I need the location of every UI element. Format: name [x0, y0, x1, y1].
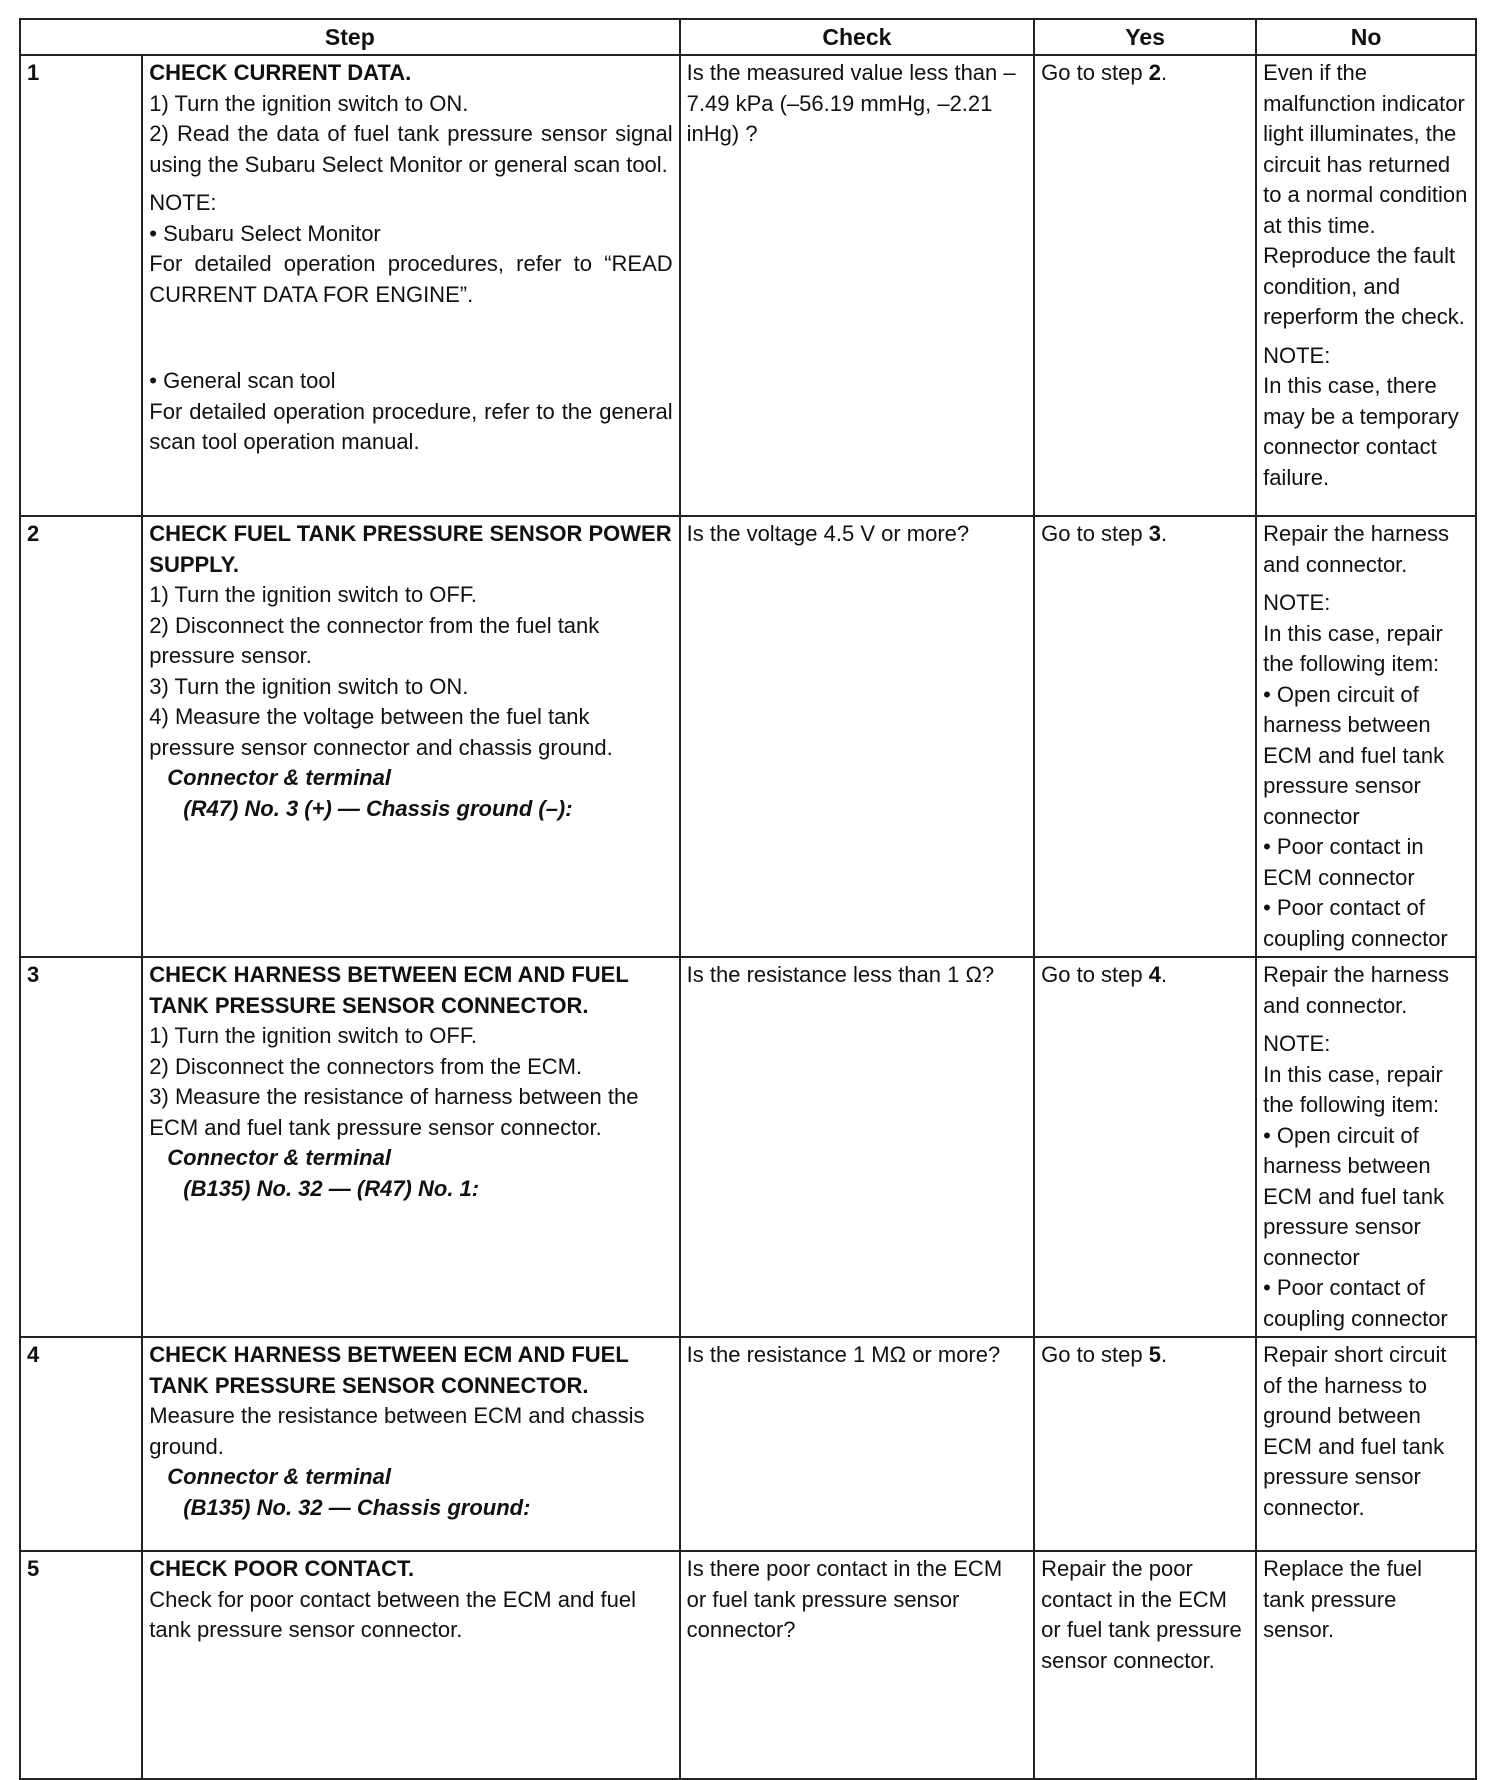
diagnostic-procedure-table	[19, 18, 1477, 1780]
no-action	[1256, 55, 1476, 516]
step-instruction: 1) Turn the ignition switch to ON.	[149, 90, 469, 116]
step-number: 2	[20, 516, 142, 957]
step-instruction: Measure the resistance between ECM and chassis ground.	[149, 1403, 645, 1459]
step-title: CHECK CURRENT DATA.	[149, 60, 412, 85]
no-note-text: In this case, there may be a temporary connector contact failure.	[1263, 373, 1459, 490]
table-row	[20, 957, 1476, 1337]
step-instruction: 1) Turn the ignition switch to OFF.	[149, 582, 477, 607]
note-bullet: • Subaru Select Monitor	[149, 220, 381, 246]
table-row	[20, 55, 1476, 516]
note-text: For detailed operation procedure, refer to the general scan tool operation manual.	[149, 398, 673, 454]
no-action	[1256, 1551, 1476, 1779]
step-instruction: 3) Turn the ignition switch to ON.	[149, 673, 469, 699]
no-action	[1256, 516, 1476, 957]
step-description	[142, 1551, 679, 1779]
connector-terminal-label: Connector & terminal	[167, 1145, 391, 1170]
no-note-text: In this case, repair the following item:	[1263, 1061, 1443, 1117]
step-instruction: 2) Disconnect the connectors from the ECM.	[149, 1053, 583, 1079]
no-text: Repair the harness and connector.	[1263, 521, 1449, 577]
check-question: Is the resistance 1 MΩ or more?	[680, 1337, 1034, 1551]
no-action	[1256, 957, 1476, 1337]
yes-action: Repair the poor contact in the ECM or fuel tank pressure sensor connector.	[1034, 1551, 1256, 1779]
step-instruction: 3) Measure the resistance of harness between the ECM and fuel tank pressure sensor connector.	[149, 1084, 639, 1140]
step-title: CHECK FUEL TANK PRESSURE SENSOR POWER SUPPLY.	[149, 521, 672, 577]
step-instruction: 2) Disconnect the connector from the fuel tank pressure sensor.	[149, 612, 600, 668]
check-question: Is the voltage 4.5 V or more?	[680, 516, 1034, 957]
table-header-row	[20, 19, 1476, 55]
table-row	[20, 516, 1476, 957]
yes-step-ref: 2	[1148, 60, 1162, 85]
note-label: NOTE:	[149, 190, 217, 215]
no-item: • Poor contact of coupling connector	[1263, 1275, 1448, 1331]
yes-action: Go to step 4.	[1034, 957, 1256, 1337]
no-item: • Open circuit of harness between ECM and fuel tank pressure sensor connector	[1263, 681, 1445, 829]
yes-action: Go to step 5.	[1034, 1337, 1256, 1551]
yes-step-ref: 4	[1148, 962, 1162, 987]
connector-terminal-label: Connector & terminal	[167, 765, 391, 790]
yes-action: Go to step 3.	[1034, 516, 1256, 957]
step-instruction: Check for poor contact between the ECM and fuel tank pressure sensor connector.	[149, 1586, 636, 1642]
no-text: Repair short circuit of the harness to ground between ECM and fuel tank pressure sensor connector.	[1263, 1342, 1447, 1520]
no-note-text: In this case, repair the following item:	[1263, 620, 1443, 676]
yes-action: Go to step 2.	[1034, 55, 1256, 516]
step-number: 1	[20, 55, 142, 516]
check-question: Is the resistance less than 1 Ω?	[680, 957, 1034, 1337]
no-note-label: NOTE:	[1263, 342, 1331, 368]
connector-terminal-value: (B135) No. 32 — Chassis ground:	[183, 1494, 531, 1520]
no-note-label: NOTE:	[1263, 1031, 1331, 1056]
header-step: Step	[20, 19, 680, 55]
no-text: Replace the fuel tank pressure sensor.	[1263, 1556, 1423, 1642]
connector-terminal-label: Connector & terminal	[167, 1464, 391, 1489]
step-number: 3	[20, 957, 142, 1337]
header-yes: Yes	[1034, 19, 1256, 55]
step-instruction: 1) Turn the ignition switch to OFF.	[149, 1023, 477, 1048]
table-row	[20, 1551, 1476, 1779]
no-text: Repair the harness and connector.	[1263, 962, 1449, 1018]
no-note-label: NOTE:	[1263, 590, 1331, 615]
step-number: 4	[20, 1337, 142, 1551]
table-row	[20, 1337, 1476, 1551]
header-no: No	[1256, 19, 1476, 55]
step-title: CHECK HARNESS BETWEEN ECM AND FUEL TANK PRESSURE SENSOR CONNECTOR.	[149, 1342, 629, 1398]
yes-step-ref: 3	[1148, 521, 1162, 546]
no-item: • Open circuit of harness between ECM and fuel tank pressure sensor connector	[1263, 1122, 1445, 1270]
no-text: Even if the malfunction indicator light illuminates, the circuit has returned to a normal condition at this time. Reproduce the fault condition, and reperform the check.	[1263, 60, 1468, 329]
step-description	[142, 957, 679, 1337]
step-number: 5	[20, 1551, 142, 1779]
no-item: • Poor contact of coupling connector	[1263, 895, 1448, 951]
no-item: • Poor contact in ECM connector	[1263, 834, 1424, 890]
check-question: Is there poor contact in the ECM or fuel tank pressure sensor connector?	[680, 1551, 1034, 1779]
note-text: For detailed operation procedures, refer to “READ CURRENT DATA FOR ENGINE”.	[149, 251, 673, 307]
connector-terminal-value: (B135) No. 32 — (R47) No. 1:	[183, 1175, 480, 1201]
step-description	[142, 516, 679, 957]
step-title: CHECK HARNESS BETWEEN ECM AND FUEL TANK PRESSURE SENSOR CONNECTOR.	[149, 962, 629, 1018]
note-bullet: • General scan tool	[149, 368, 336, 393]
yes-step-ref: 5	[1148, 1342, 1162, 1367]
step-description	[142, 55, 679, 516]
connector-terminal-value: (R47) No. 3 (+) — Chassis ground (–):	[183, 795, 573, 821]
check-question: Is the measured value less than –7.49 kPa (–56.19 mmHg, –2.21 inHg) ?	[680, 55, 1034, 516]
step-instruction: 2) Read the data of fuel tank pressure sensor signal using the Subaru Select Monitor or general scan tool.	[149, 121, 673, 177]
step-description	[142, 1337, 679, 1551]
step-instruction: 4) Measure the voltage between the fuel tank pressure sensor connector and chassis ground.	[149, 704, 613, 760]
header-check: Check	[680, 19, 1034, 55]
step-title: CHECK POOR CONTACT.	[149, 1556, 415, 1581]
no-action	[1256, 1337, 1476, 1551]
